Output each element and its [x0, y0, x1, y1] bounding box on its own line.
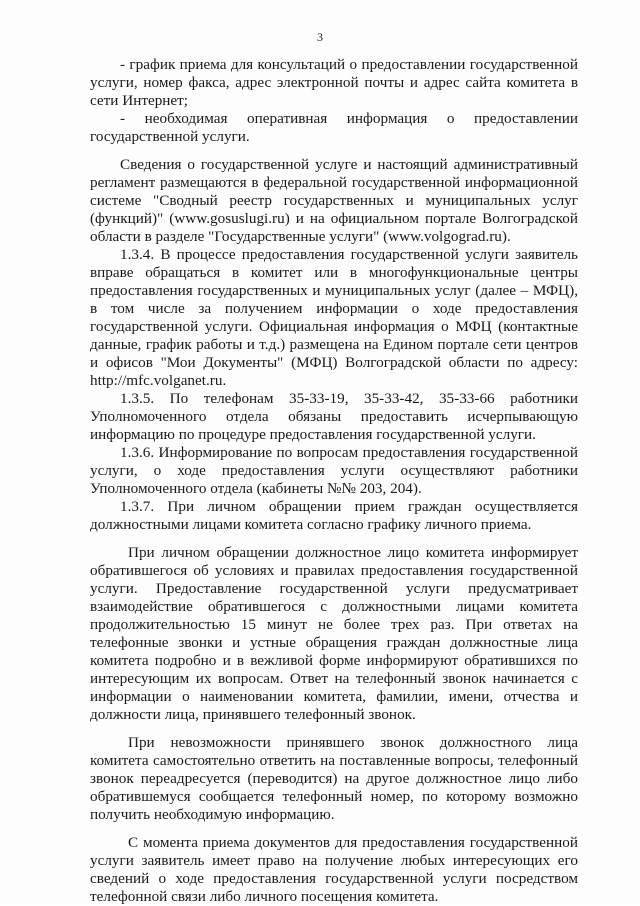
- page-number: 3: [317, 30, 323, 44]
- paragraph-call-redirect: При невозможности принявшего звонок должностного лица комитета самостоятельно ответить на поставленные вопросы, телефонный звонок переадресуется (переводится) на другое должностное лицо либо обратившемуся сообщается телефонный номер, по которому возможно получить необходимую информацию.: [90, 734, 578, 823]
- bullet-schedule: - график приема для консультаций о предоставлении государственной услуги, номер факса, адрес электронной почты и адрес сайта комитета в сети Интернет;: [90, 56, 578, 109]
- paragraph-1-3-6: 1.3.6. Информирование по вопросам предоставления государственной услуги, о ходе предоставления услуги осуществляют работники Уполномоченного отдела (кабинеты №№ 203, 204).: [90, 444, 578, 497]
- paragraph-registry-info: Сведения о государственной услуге и настоящий административный регламент размещаются в федеральной государственной информационной системе "Сводный реестр государственных и муниципальных услуг (функций)" (www.gosuslugi.ru) и на официальном портале Волгоградской области в разделе "Государственные услуги" (www.volgograd.ru).: [90, 156, 578, 245]
- paragraph-1-3-5: 1.3.5. По телефонам 35-33-19, 35-33-42, 35-33-66 работники Уполномоченного отдела обязаны предоставить исчерпывающую информацию по процедуре предоставления государственной услуги.: [90, 390, 578, 443]
- paragraph-status-info: С момента приема документов для предоставления государственной услуги заявитель имеет право на получение любых интересующих его сведений о ходе предоставления государственной услуги посредством телефонной связи либо личного посещения комитета.: [90, 834, 578, 905]
- paragraph-1-3-7: 1.3.7. При личном обращении прием граждан осуществляется должностными лицами комитета согласно графику личного приема.: [90, 498, 578, 533]
- document-body: [90, 56, 578, 906]
- bullet-operational-info: - необходимая оперативная информация о предоставлении государственной услуги.: [90, 110, 578, 145]
- paragraph-1-3-4: 1.3.4. В процессе предоставления государственной услуги заявитель вправе обращаться в комитет или в многофункциональные центры предоставления государственных и муниципальных услуг (далее – МФЦ), в том числе за получением информации о ходе предоставления государственной услуги. Официальная информация о МФЦ (контактные данные, график работы и т.д.) размещена на Едином портале сети центров и офисов "Мои Документы" (МФЦ) Волгоградской области по адресу: http://mfc.volganet.ru.: [90, 246, 578, 389]
- paragraph-personal-visit: При личном обращении должностное лицо комитета информирует обратившегося об условиях и правилах предоставления государственной услуги. Предоставление государственной услуги предусматривает взаимодействие обратившегося с должностными лицами комитета продолжительностью 15 минут не более трех раз. При ответах на телефонные звонки и устные обращения граждан должностные лица комитета подробно и в вежливой форме информируют обратившихся по интересующим их вопросам. Ответ на телефонный звонок начинается с информации о наименовании комитета, фамилии, имени, отчества и должности лица, принявшего телефонный звонок.: [90, 544, 578, 723]
